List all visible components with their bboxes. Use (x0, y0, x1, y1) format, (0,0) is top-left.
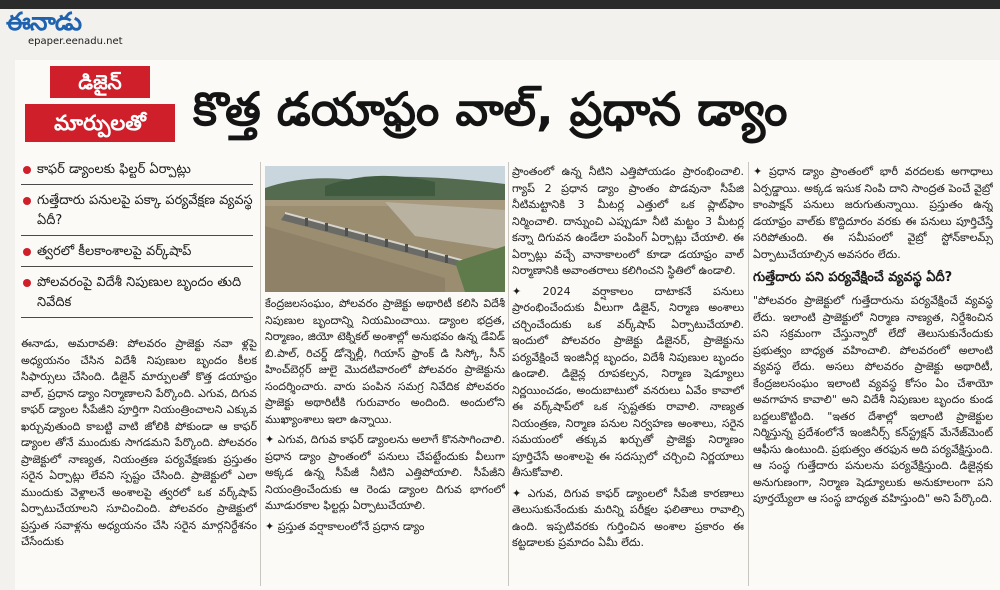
highlight-text: కాఫర్ డ్యాంలకు ఫిల్టర్ ఏర్పాట్లు (37, 162, 191, 177)
article-paragraph: ✦ ప్రస్తుత వర్షాకాలంలోనే ప్రధాన డ్యాం (265, 519, 425, 533)
highlight-text: గుత్తేదారు పనులపై పక్కా పర్యవేక్షణ వ్యవస్థ ఏదీ? (37, 193, 253, 228)
article-paragraph: ✦ ఎగువ, దిగువ కాఫర్ డ్యాంలలో సీపేజి కారణాలు తెలుసుకునేందుకు మరిన్ని పరీక్షల ఫలితాలు రావాల్సి ఉంది. ఇప్పటివరకు గుర్తించిన అంశాల ప్రకారం ఈ కట్టడాలకు ప్రమాదం ఏమీ లేదు. (512, 486, 744, 549)
sub-heading: గుత్తేదారు పని పర్యవేక్షించే వ్యవస్థ ఏదీ? (753, 270, 953, 285)
article-column-4 (753, 164, 993, 590)
logo-url: epaper.eenadu.net (28, 36, 123, 47)
highlight-item (21, 273, 253, 318)
highlight-item (21, 191, 253, 236)
eenadu-logo[interactable] (6, 8, 136, 48)
headline-kicker (25, 66, 175, 150)
bullet-icon (23, 166, 31, 174)
article-paragraph: ✦ ప్రధాన డ్యాం ప్రాంతంలో భారీ వరదలకు అగాధాలు ఏర్పడ్డాయి. అక్కడ ఇసుక నింపి దాని సాంద్రత పెంచే వైబ్రో కాంపాక్షన్ పనులు జరుగుతున్నాయి. ప్రస్తుతం ఉన్న డయాఫ్రం వాల్‌కు కొద్దిదూరం వరకు ఈ పనులు పూర్తిచేస్తే సరిపోతుంది. ఈ సమీపంలో వైబ్రో స్టోన్‌కాలమ్స్ ఏర్పాటుచేయాల్సిన అవసరం లేదు. (753, 165, 993, 261)
highlight-text: పోలవరంపై విదేశీ నిపుణుల బృందం తుది నివేదిక (37, 275, 242, 310)
dam-photo-icon (265, 166, 505, 292)
highlight-text: త్వరలో కీలకాంశాలపై వర్క్‌షాప్ (37, 244, 192, 259)
column-divider (260, 162, 261, 586)
highlight-item (21, 160, 253, 185)
top-bar (0, 0, 1000, 9)
logo-mark: ఈనాడు (6, 7, 81, 36)
article-paragraph: ✦ ఎగువ, దిగువ కాఫర్ డ్యాంలను అలాగే కొనసాగించాలి. ప్రధాన డ్యాం ప్రాంతంలో పనులు చేపట్టేందుకు వీలుగా అక్కడ ఉన్న సీపేజీ నీటిని ఎత్తిపోయాలి. సీపేజీని నియంత్రించేందుకు ఆ రెండు డ్యాంల దిగువ భాగంలో మూడురకాల ఫిల్టర్లు ఏర్పాటుచేయాలి. (265, 433, 505, 512)
kicker-line-1: డిజైన్ (50, 66, 150, 98)
article-paragraph: ✦ 2024 వర్షాకాలం దాటాకనే పనులు ప్రారంభించేందుకు వీలుగా డిజైన్, నిర్మాణ అంశాలు చర్చించేందుకు ఒక వర్క్‌షాప్ ఏర్పాటుచేయాలి. ఇందులో పోలవరం ప్రాజెక్టు డిజైనర్, ప్రాజెక్టును పర్యవేక్షించే ఇంజినీర్ల బృందం, విదేశీ నిపుణుల బృందం ఉండాలి. డిజైన్ల రూపకల్పన, నిర్మాణ షెడ్యూలు నిర్ణయించడం, అందుబాటులో వనరులు ఏవేం కావాలో ఈ వర్క్‌షాప్‌లో ఒక స్పష్టతకు రావాలి. నాణ్యత నియంత్రణ, నిర్మాణ పనుల నిర్వహణ అంశాలు, సరైన సమయంలో తక్కువ ఖర్చుతో ప్రాజెక్టు నిర్మాణం పూర్తిచేసే అంశాలపై ఈ సదస్సులో చర్చించి నిర్ణయాలు తీసుకోవాలి. (512, 284, 744, 479)
page-headline: కొత్త డయాఫ్రం వాల్, ప్రధాన డ్యాం (193, 82, 788, 136)
highlight-list (21, 160, 253, 324)
newspaper-page (15, 60, 1000, 590)
bullet-icon (23, 279, 31, 287)
bullet-icon (23, 197, 31, 205)
bullet-icon (23, 248, 31, 256)
article-column-1 (21, 336, 257, 586)
article-paragraph: ఈనాడు, అమరావతి: పోలవరం ప్రాజెక్టు నవా ళ్లపై అధ్యయనం చేసిన విదేశీ నిపుణుల బృందం కీలక సిఫార్సులు చేసింది. డిజైన్ మార్పులతో కొత్త డయాఫ్రం వాల్, ప్రధాన డ్యాం నిర్మాణాలని పేర్కొంది. ఎగువ, దిగువ కాఫర్ డ్యాంల సీపేజీని పూర్తిగా నియంత్రించాలని ఎక్కువ ఖర్చువుతుంది కాబట్టి వాటి జోలికి పోకుండా ఆ కాఫర్ డ్యాంల తోనే ముందుకు సాగడమని పేర్కొంది. పోలవరం ప్రాజెక్టులో నాణ్యత, నియంత్రణ పర్యవేక్షణకు ప్రస్తుతం సరైన ఏర్పాట్లు లేవని స్పష్టం చేసింది. ప్రాజెక్టులో ఎలా ముందుకు వెళ్లాలనే అంశాలపై త్వరలో ఒక వర్క్‌షాప్ ఏర్పాటుచేయాలని సూచించింది. పోలవరం ప్రాజెక్టులో ప్రస్తుత సవాళ్లను అధ్యయనం చేసి సరైన మార్గనిర్దేశనం చేసేందుకు (21, 337, 257, 548)
column-divider (748, 162, 749, 586)
highlight-item (21, 242, 253, 267)
article-paragraph: కేంద్రజలసంఘం, పోలవరం ప్రాజెక్టు అథారిటీ కలిసి విదేశీ నిపుణుల బృందాన్ని నియమించాయి. డ్యాంల భద్రత, నిర్మాణం, జియో టెక్నికల్ అంశాల్లో అనుభవం ఉన్న డేవిడ్ బి.పాల్, రిచర్డ్ డోన్నెల్లీ, గియాస్ ఫ్రాంక్ డి సిస్కో, సీన్ హించ్‌బెర్గర్ జులై మొదటివారంలో పోలవరం ప్రాజెక్టును సందర్శించారు. వారు పంపిన సమగ్ర నివేదిక పోలవరం ప్రాజెక్టు అథారిటీకి గురువారం అందింది. అందులోని ముఖ్యాంశాలు ఇలా ఉన్నాయి. (265, 297, 505, 426)
article-paragraph: ప్రాంతంలో ఉన్న నీటిని ఎత్తిపోయడం ప్రారంభించాలి. గ్యాప్ 2 ప్రధాన డ్యాం ప్రాంతం పొడవునా సీపేజి నీటిమట్టానికి 3 మీటర్ల ఎత్తులో ఒక ప్లాట్‌ఫాం నిర్మించాలి. దాన్నుంచి ఎప్పుడూ నీటి మట్టం 3 మీటర్ల కన్నా దిగువన ఉండేలా పంపింగ్ ఏర్పాట్లు చేయాలి. ఈ ఏర్పాట్లు వచ్చే వానాకాలంలో కూడా డయాఫ్రం వాల్ నిర్మాణానికి అవాంతరాలు కలిగించని స్థితిలో ఉండాలి. (512, 165, 744, 277)
article-column-3 (512, 164, 744, 590)
kicker-line-2: మార్పులతో (25, 104, 175, 142)
column-divider (508, 162, 509, 586)
article-paragraph: "పోలవరం ప్రాజెక్టులో గుత్తేదారును పర్యవేక్షించే వ్యవస్థ లేదు. ఇలాంటి ప్రాజెక్టులో నిర్మాణ నాణ్యత, నిర్దేశించిన పని సక్రమంగా చేస్తున్నారో లేదో తెలుసుకునేందుకు ప్రభుత్వం బాధ్యత వహించాలి. పోలవరంలో అలాంటి వ్యవస్థ లేదు. అసలు పోలవరం ప్రాజెక్టు అథారిటీ, కేంద్రజలసంఘం ఇలాంటి వ్యవస్థ కోసం ఏం చేశాయో అవగాహన కావాలి" అని విదేశీ నిపుణుల బృందం కుండ బద్దలుకొట్టింది. "ఇతర దేశాల్లో ఇలాంటి ప్రాజెక్టుల నిర్మిస్తున్న ప్రదేశంలోనే ఇంజినీర్స్ కన్‌స్ట్రక్షన్ మేనేజ్‌మెంట్ ఆఫీసు ఉంటుంది. ప్రభుత్వం తరఫున అది పర్యవేక్షిస్తుంది. ఆ సంస్థ గుత్తేదారు పనులను పర్యవేక్షిస్తుంది. డిజైన్లకు అనుగుణంగా, నిర్మాణ షెడ్యూలుకు అనుకూలంగా పని పూర్తయ్యేలా ఆ సంస్థ బాధ్యత వహిస్తుంది" అని పేర్కొంది. (753, 294, 993, 505)
article-column-2 (265, 296, 505, 590)
